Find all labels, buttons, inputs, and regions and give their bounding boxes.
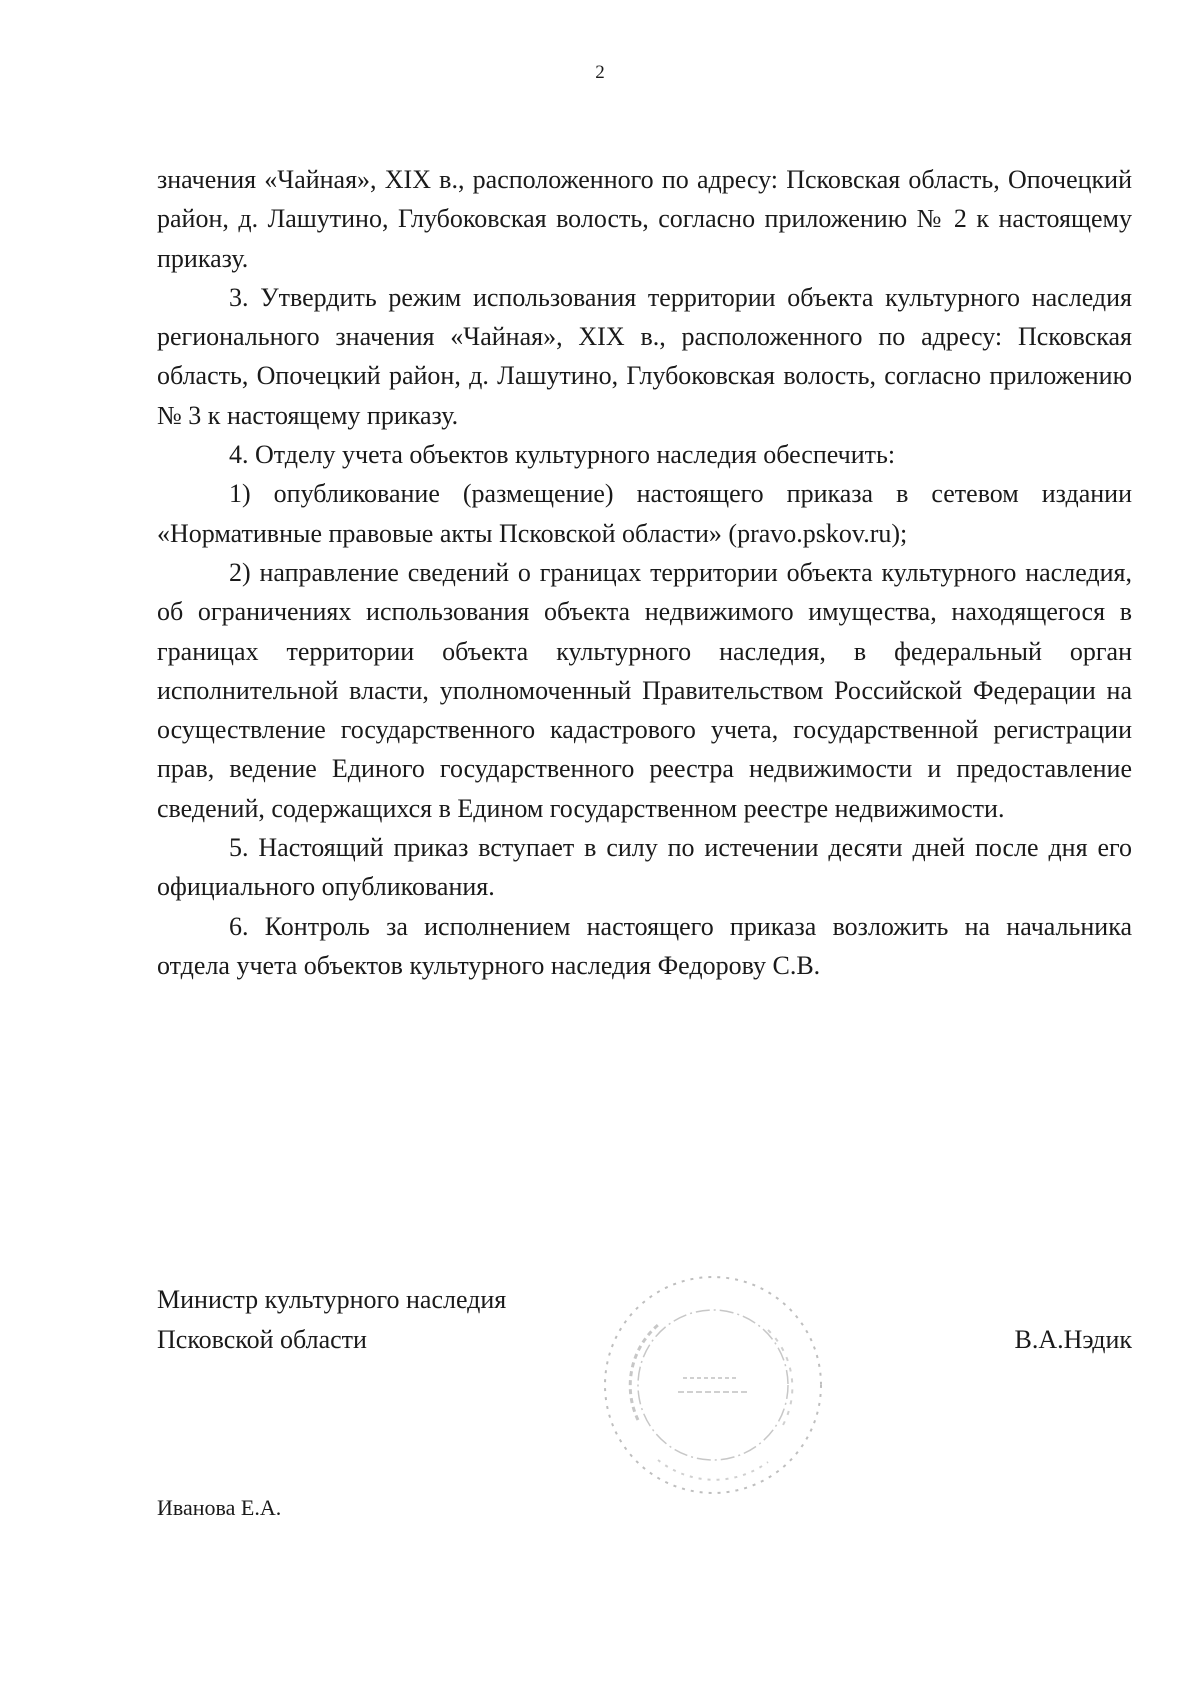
executor-name: Иванова Е.А. bbox=[157, 1495, 282, 1520]
signatory-title bbox=[157, 1280, 506, 1360]
paragraph-item-3: 3. Утвердить режим использования территории объекта культурного наследия регионального значения «Чайная», XIX в., расположенного по адресу: Псковская область, Опочецкий район, д. Лашутино, Глубоковская волость, согласно приложению № 3 к настоящему приказу. bbox=[157, 282, 1132, 430]
signatory-name: В.А.Нэдик bbox=[1014, 1325, 1132, 1354]
paragraph-item-6: 6. Контроль за исполнением настоящего приказа возложить на начальника отдела учета объектов культурного наследия Федорову С.В. bbox=[157, 911, 1132, 980]
official-stamp-icon bbox=[598, 1270, 828, 1500]
paragraph-subitem-2: 2) направление сведений о границах территории объекта культурного наследия, об ограничениях использования объекта недвижимого имущества, находящегося в границах территории объекта культурного наследия, в федеральный орган исполнительной власти, уполномоченный Правительством Российской Федерации на осуществление государственного кадастрового учета, государственной регистрации прав, ведение Единого государственного реестра недвижимости и предоставление сведений, содержащихся в Едином государственном реестре недвижимости. bbox=[157, 557, 1132, 823]
paragraph-item-5: 5. Настоящий приказ вступает в силу по истечении десяти дней после дня его официального опубликования. bbox=[157, 833, 1132, 902]
document-body bbox=[157, 160, 1132, 985]
signatory-title-line-2: Псковской области bbox=[157, 1325, 367, 1354]
paragraph-subitem-1: 1) опубликование (размещение) настоящего приказа в сетевом издании «Нормативные правовые акты Псковской области» (pravo.pskov.ru); bbox=[157, 479, 1132, 548]
paragraph-continuation: значения «Чайная», XIX в., расположенного по адресу: Псковская область, Опочецкий район, д. Лашутино, Глубоковская волость, согласно приложению № 2 к настоящему приказу. bbox=[157, 165, 1132, 273]
page-number: 2 bbox=[595, 62, 605, 83]
signatory-title-line-1: Министр культурного наследия bbox=[157, 1285, 507, 1314]
paragraph-item-4: 4. Отделу учета объектов культурного наследия обеспечить: bbox=[229, 440, 896, 470]
